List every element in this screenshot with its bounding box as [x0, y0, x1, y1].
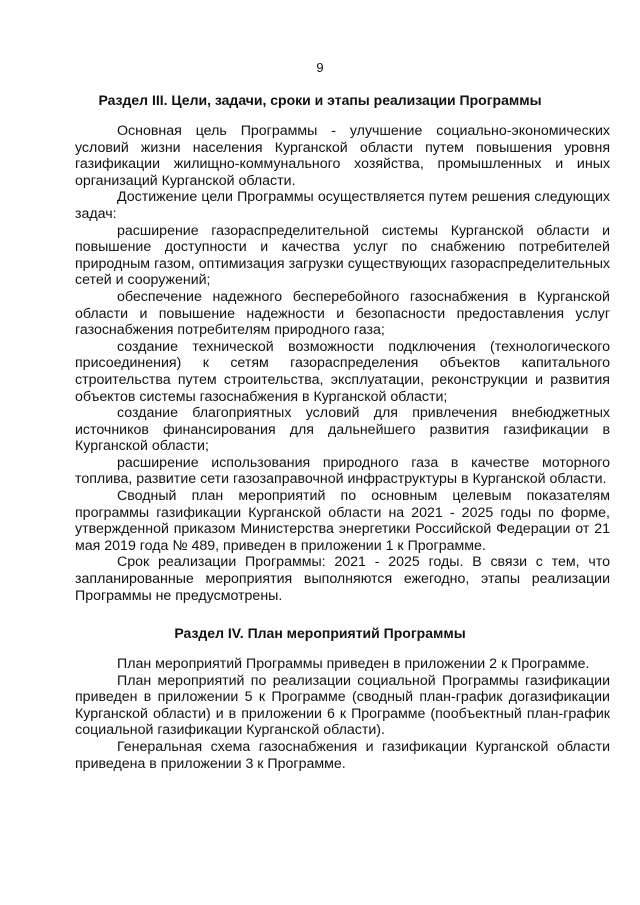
section-4-body: [75, 656, 610, 772]
paragraph: создание благоприятных условий для привлечения внебюджетных источников финансирования для дальнейшего развития газификации в Курганской области;: [75, 405, 610, 455]
paragraph: Сводный план мероприятий по основным целевым показателям программы газификации Курганской области на 2021 - 2025 годы по форме, утвержденной приказом Министерства энергетики Российской Федерации от 21 мая 2019 года № 489, приведен в приложении 1 к Программе.: [75, 488, 610, 554]
paragraph: Генеральная схема газоснабжения и газификации Курганской области приведена в приложении 3 к Программе.: [75, 738, 610, 772]
paragraph: расширение использования природного газа в качестве моторного топлива, развитие сети газозаправочной инфраструктуры в Курганской области.: [75, 454, 610, 488]
section-4-title: Раздел IV. План мероприятий Программы: [174, 625, 466, 641]
paragraph: План мероприятий Программы приведен в приложении 2 к Программе.: [117, 656, 590, 672]
paragraph: Достижение цели Программы осуществляется путем решения следующих задач:: [75, 189, 610, 222]
section-3-title: Раздел III. Цели, задачи, сроки и этапы реализации Программы: [98, 92, 542, 108]
paragraph: обеспечение надежного бесперебойного газоснабжения в Курганской области и повышение надежности и безопасности предоставления услуг газоснабжения потребителям природного газа;: [75, 288, 610, 339]
paragraph: Срок реализации Программы: 2021 - 2025 годы. В связи с тем, что запланированные мероприятия выполняются ежегодно, этапы реализации Программы не предусмотрены.: [75, 554, 610, 604]
paragraph: расширение газораспределительной системы Курганской области и повышение доступности и качества услуг по снабжению потребителей природным газом, оптимизация загрузки существующих газораспределительных сетей и сооружений;: [75, 222, 610, 289]
section-3-body: [75, 123, 610, 604]
paragraph: План мероприятий по реализации социальной Программы газификации приведен в приложении 5 к Программе (сводный план-график догазификации Курганской области) и в приложении 6 к Программе (пообъектный план-график социальной газификации Курганской области).: [75, 672, 610, 739]
paragraph: создание технической возможности подключения (технологического присоединения) к сетям газораспределения объектов капитального строительства путем строительства, эксплуатации, реконструкции и развития объектов системы газоснабжения в Курганской области;: [75, 338, 610, 405]
page-number: 9: [316, 60, 324, 75]
paragraph: Основная цель Программы - улучшение социально-экономических условий жизни населения Курганской области путем повышения уровня газификации жилищно-коммунального хозяйства, промышленных и иных организаций Курганской области.: [75, 123, 610, 189]
